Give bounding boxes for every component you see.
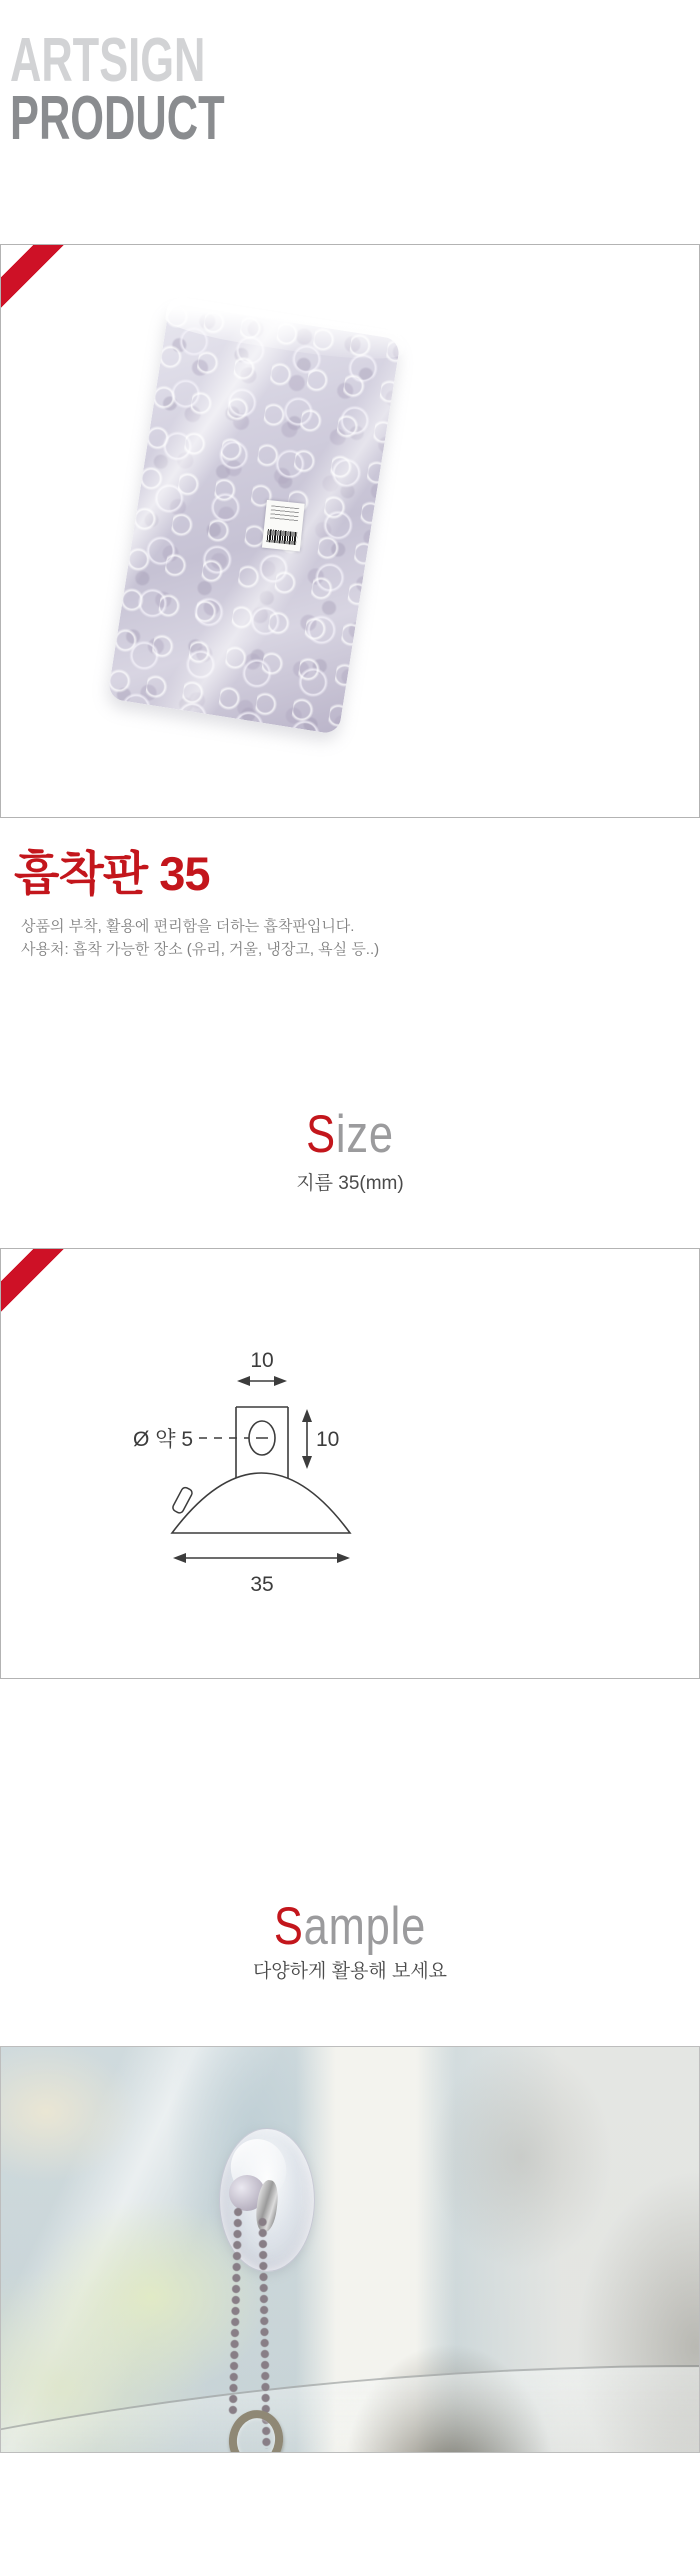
size-heading (63, 1105, 637, 1164)
sample-subtitle: 다양하게 활용해 보세요 (252, 1961, 448, 1982)
product-bag-photo (107, 303, 401, 735)
sample-heading-accent: S (273, 1897, 304, 1956)
product-photo-box (0, 244, 700, 818)
product-title: 흡착판 35 (14, 847, 210, 900)
barcode-label (262, 500, 305, 552)
sample-heading (63, 1897, 637, 1956)
size-heading-accent: S (306, 1105, 336, 1164)
size-heading-rest: ize (335, 1105, 394, 1164)
brand-line-artsign: ARTSIGN (10, 26, 206, 95)
product-description (21, 915, 379, 961)
dimension-diagram-box (0, 1248, 700, 1679)
dim-hole-diameter-label: Ø 약 5 (133, 1428, 193, 1451)
product-description-line-2: 사용처: 흡착 가능한 장소 (유리, 거울, 냉장고, 욕실 등..) (21, 941, 380, 958)
dim-side-height-label: 10 (316, 1428, 340, 1451)
sample-usage-photo (0, 2046, 700, 2453)
dim-base-width-label: 35 (250, 1573, 274, 1596)
dimension-diagram (1, 1249, 699, 1678)
barcode-icon (267, 529, 298, 545)
product-description-line-1: 상품의 부착, 활용에 편리함을 더하는 흡착판입니다. (21, 918, 355, 935)
sample-heading-rest: ample (303, 1897, 427, 1956)
brand-line-product: PRODUCT (10, 84, 225, 153)
dim-top-width-label: 10 (250, 1349, 274, 1372)
size-subtitle: 지름 35(mm) (296, 1173, 404, 1194)
corner-ribbon-icon (1, 245, 91, 335)
